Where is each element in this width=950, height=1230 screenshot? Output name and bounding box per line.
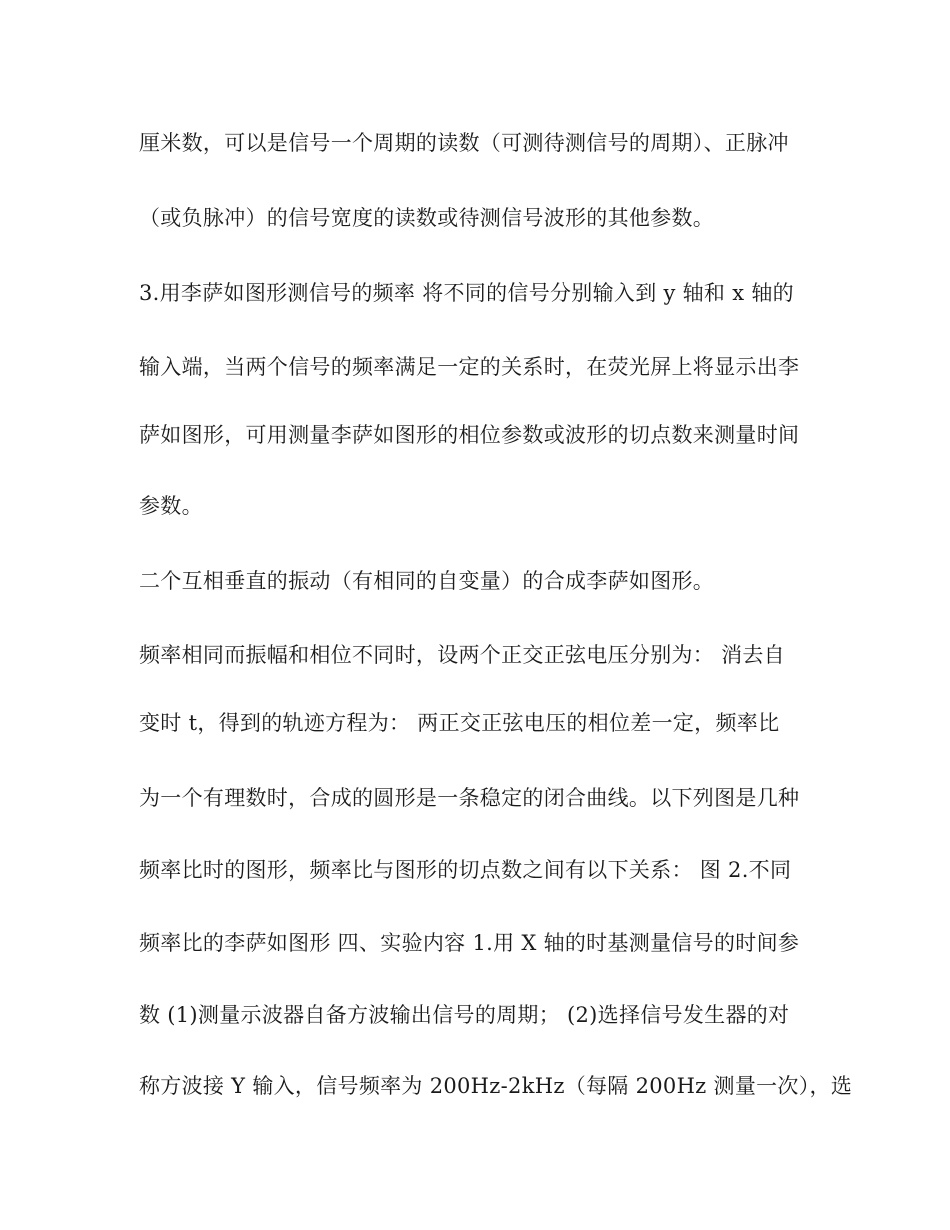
text-line: （或负脉冲）的信号宽度的读数或待测信号波形的其他参数。 [139,206,715,230]
text-line: 为一个有理数时，合成的圆形是一条稳定的闭合曲线。以下列图是几种 [139,786,800,810]
text-line: 输入端，当两个信号的频率满足一定的关系时，在荧光屏上将显示出李 [139,355,800,379]
text-line: 厘米数，可以是信号一个周期的读数（可测待测信号的周期）、正脉冲 [139,131,789,155]
text-line: 频率相同而振幅和相位不同时，设两个正交正弦电压分别为： 消去自 [139,643,785,667]
text-line: 3.用李萨如图形测信号的频率 将不同的信号分别输入到 y 轴和 x 轴的 [139,281,794,305]
text-line: 称方波接 Y 输入，信号频率为 200Hz-2kHz（每隔 200Hz 测量一次），选 [139,1074,853,1098]
text-line: 变时 t，得到的轨迹方程为： 两正交正弦电压的相位差一定，频率比 [139,711,780,735]
text-line: 二个互相垂直的振动（有相同的自变量）的合成李萨如图形。 [139,569,715,593]
text-line: 参数。 [139,494,203,518]
text-line: 频率比时的图形，频率比与图形的切点数之间有以下关系： 图 2.不同 [139,858,792,882]
text-line: 频率比的李萨如图形 四、实验内容 1.用 X 轴的时基测量信号的时间参 [139,931,800,955]
text-line: 数 (1)测量示波器自备方波输出信号的周期； (2)选择信号发生器的对 [139,1003,790,1027]
text-line: 萨如图形，可用测量李萨如图形的相位参数或波形的切点数来测量时间 [139,423,800,447]
